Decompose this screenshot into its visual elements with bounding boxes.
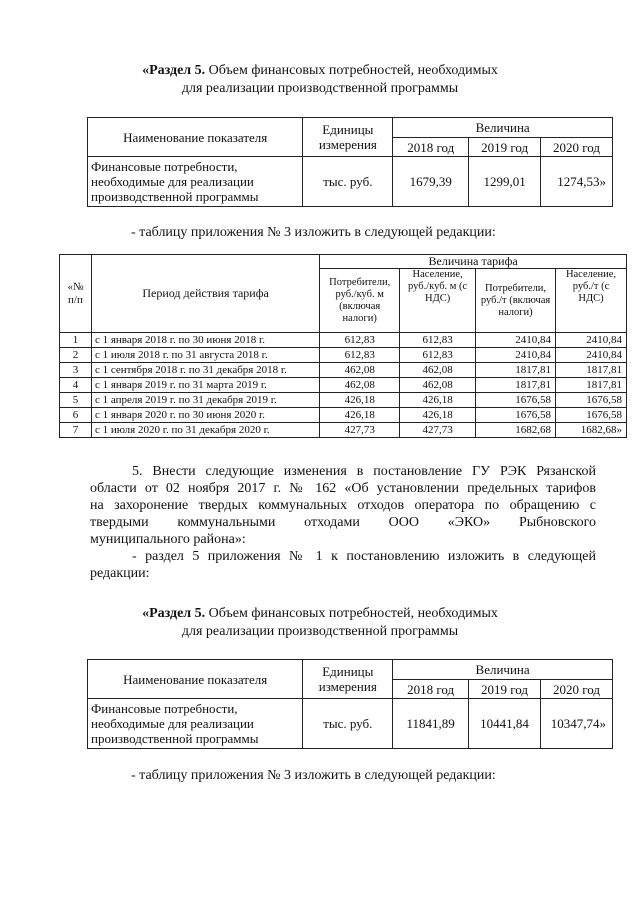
section2-title-line2: для реализации производственной программы xyxy=(181,624,459,639)
col-period-header: Период действия тарифа xyxy=(91,255,319,333)
section1-title xyxy=(0,62,640,80)
section1-title-rest: Объем финансовых потребностей, необходимых xyxy=(205,63,498,78)
paragraph-line: твердыми коммунальными отходами ООО «ЭКО» Рыбновского xyxy=(90,515,596,530)
tariff-value: 612,83 xyxy=(400,333,476,348)
tariff-value: 1817,81 xyxy=(476,363,556,378)
tariff-value: 1676,58 xyxy=(556,408,627,423)
row-number: 3 xyxy=(60,363,92,378)
tariff-row xyxy=(60,363,627,378)
tariff-period: с 1 июля 2020 г. по 31 декабря 2020 г. xyxy=(91,423,319,438)
section1-title-bold: «Раздел 5. xyxy=(142,63,206,78)
tariff-value: 1676,58 xyxy=(476,408,556,423)
year-header: 2020 год xyxy=(541,680,613,699)
col-tariff-header: Величина тарифа xyxy=(320,255,627,269)
paragraph-line: - раздел 5 приложения № 1 к постановлению изложить в следующей xyxy=(132,549,596,564)
tariff-value: 462,08 xyxy=(400,378,476,393)
subcol-header: Потребители, руб./т (включая налоги) xyxy=(476,269,556,333)
row-name: Финансовые потребности, необходимые для реализации производственной программы xyxy=(88,157,303,207)
paragraph-line: муниципального района»: xyxy=(90,532,246,547)
tariff-period: с 1 января 2018 г. по 30 июня 2018 г. xyxy=(91,333,319,348)
year-header: 2018 год xyxy=(393,680,469,699)
tariff-value: 612,83 xyxy=(320,333,400,348)
tariff-value: 426,18 xyxy=(400,393,476,408)
subcol-header: Население, руб./куб. м (с НДС) xyxy=(400,269,476,333)
tariff-value: 2410,84 xyxy=(476,348,556,363)
section2-title-bold: «Раздел 5. xyxy=(142,606,206,621)
tariff-row xyxy=(60,423,627,438)
row-unit: тыс. руб. xyxy=(303,699,393,749)
tariff-value: 427,73 xyxy=(400,423,476,438)
tariff-row xyxy=(60,333,627,348)
year-header: 2019 год xyxy=(469,680,541,699)
tariff-period: с 1 января 2019 г. по 31 марта 2019 г. xyxy=(91,378,319,393)
row-name: Финансовые потребности, необходимые для реализации производственной программы xyxy=(88,699,303,749)
value-cell: 10441,84 xyxy=(469,699,541,749)
col-name-header: Наименование показателя xyxy=(88,660,303,699)
tariff-value: 426,18 xyxy=(400,408,476,423)
section1-title-line2: для реализации производственной программы xyxy=(181,81,459,96)
tariff-period: с 1 сентября 2018 г. по 31 декабря 2018 г. xyxy=(91,363,319,378)
tariff-table xyxy=(59,254,627,438)
year-header: 2019 год xyxy=(469,138,541,157)
tariff-value: 2410,84 xyxy=(556,348,627,363)
tariff-value: 1676,58 xyxy=(556,393,627,408)
paragraph-line: области от 02 ноября 2017 г. № 162 «Об установлении предельных тарифов xyxy=(90,481,596,496)
section2-title-rest: Объем финансовых потребностей, необходимых xyxy=(205,606,498,621)
tariff-value: 612,83 xyxy=(400,348,476,363)
col-num-header: «№ п/п xyxy=(60,255,92,333)
tariff-value: 1817,81 xyxy=(476,378,556,393)
tariff-period: с 1 июля 2018 г. по 31 августа 2018 г. xyxy=(91,348,319,363)
subcol-header: Потребители, руб./куб. м (включая налоги) xyxy=(320,269,400,333)
paragraph-line: редакции: xyxy=(90,566,150,581)
value-cell: 1274,53» xyxy=(541,157,613,207)
tariff-value: 2410,84 xyxy=(556,333,627,348)
tariff-value: 1817,81 xyxy=(556,363,627,378)
tariff-value: 612,83 xyxy=(320,348,400,363)
row-number: 6 xyxy=(60,408,92,423)
tariff-value: 462,08 xyxy=(320,363,400,378)
row-number: 5 xyxy=(60,393,92,408)
tariff-period: с 1 января 2020 г. по 30 июня 2020 г. xyxy=(91,408,319,423)
value-cell: 11841,89 xyxy=(393,699,469,749)
instruction-1: - таблицу приложения № 3 изложить в следующей редакции: xyxy=(131,225,496,240)
section2-title xyxy=(0,605,640,623)
paragraph-line: 5. Внести следующие изменения в постановление ГУ РЭК Рязанской xyxy=(132,464,596,479)
col-unit-header: Единицы измерения xyxy=(303,660,393,699)
tariff-value: 426,18 xyxy=(320,408,400,423)
paragraph-line: на захоронение твердых коммунальных отходов оператора по обращению с xyxy=(90,498,596,513)
tariff-value: 426,18 xyxy=(320,393,400,408)
tariff-value: 2410,84 xyxy=(476,333,556,348)
col-value-header: Величина xyxy=(393,660,613,680)
value-cell: 10347,74» xyxy=(541,699,613,749)
tariff-rows xyxy=(60,333,627,438)
row-number: 7 xyxy=(60,423,92,438)
row-number: 2 xyxy=(60,348,92,363)
col-unit-header: Единицы измерения xyxy=(303,118,393,157)
tariff-value: 1682,68» xyxy=(556,423,627,438)
subcol-header: Население, руб./т (с НДС) xyxy=(556,269,627,333)
row-number: 1 xyxy=(60,333,92,348)
tariff-row xyxy=(60,348,627,363)
year-header: 2020 год xyxy=(541,138,613,157)
tariff-row xyxy=(60,378,627,393)
tariff-value: 1676,58 xyxy=(476,393,556,408)
row-unit: тыс. руб. xyxy=(303,157,393,207)
instruction-2: - таблицу приложения № 3 изложить в следующей редакции: xyxy=(131,768,496,783)
col-value-header: Величина xyxy=(393,118,613,138)
tariff-value: 462,08 xyxy=(400,363,476,378)
value-cell: 1679,39 xyxy=(393,157,469,207)
value-cell: 1299,01 xyxy=(469,157,541,207)
tariff-value: 1817,81 xyxy=(556,378,627,393)
tariff-row xyxy=(60,408,627,423)
paragraph-5 xyxy=(90,463,596,582)
finance-table-2 xyxy=(87,659,613,749)
tariff-value: 1682,68 xyxy=(476,423,556,438)
row-number: 4 xyxy=(60,378,92,393)
year-header: 2018 год xyxy=(393,138,469,157)
tariff-value: 462,08 xyxy=(320,378,400,393)
col-name-header: Наименование показателя xyxy=(88,118,303,157)
tariff-row xyxy=(60,393,627,408)
tariff-value: 427,73 xyxy=(320,423,400,438)
finance-table-1 xyxy=(87,117,613,207)
tariff-period: с 1 апреля 2019 г. по 31 декабря 2019 г. xyxy=(91,393,319,408)
